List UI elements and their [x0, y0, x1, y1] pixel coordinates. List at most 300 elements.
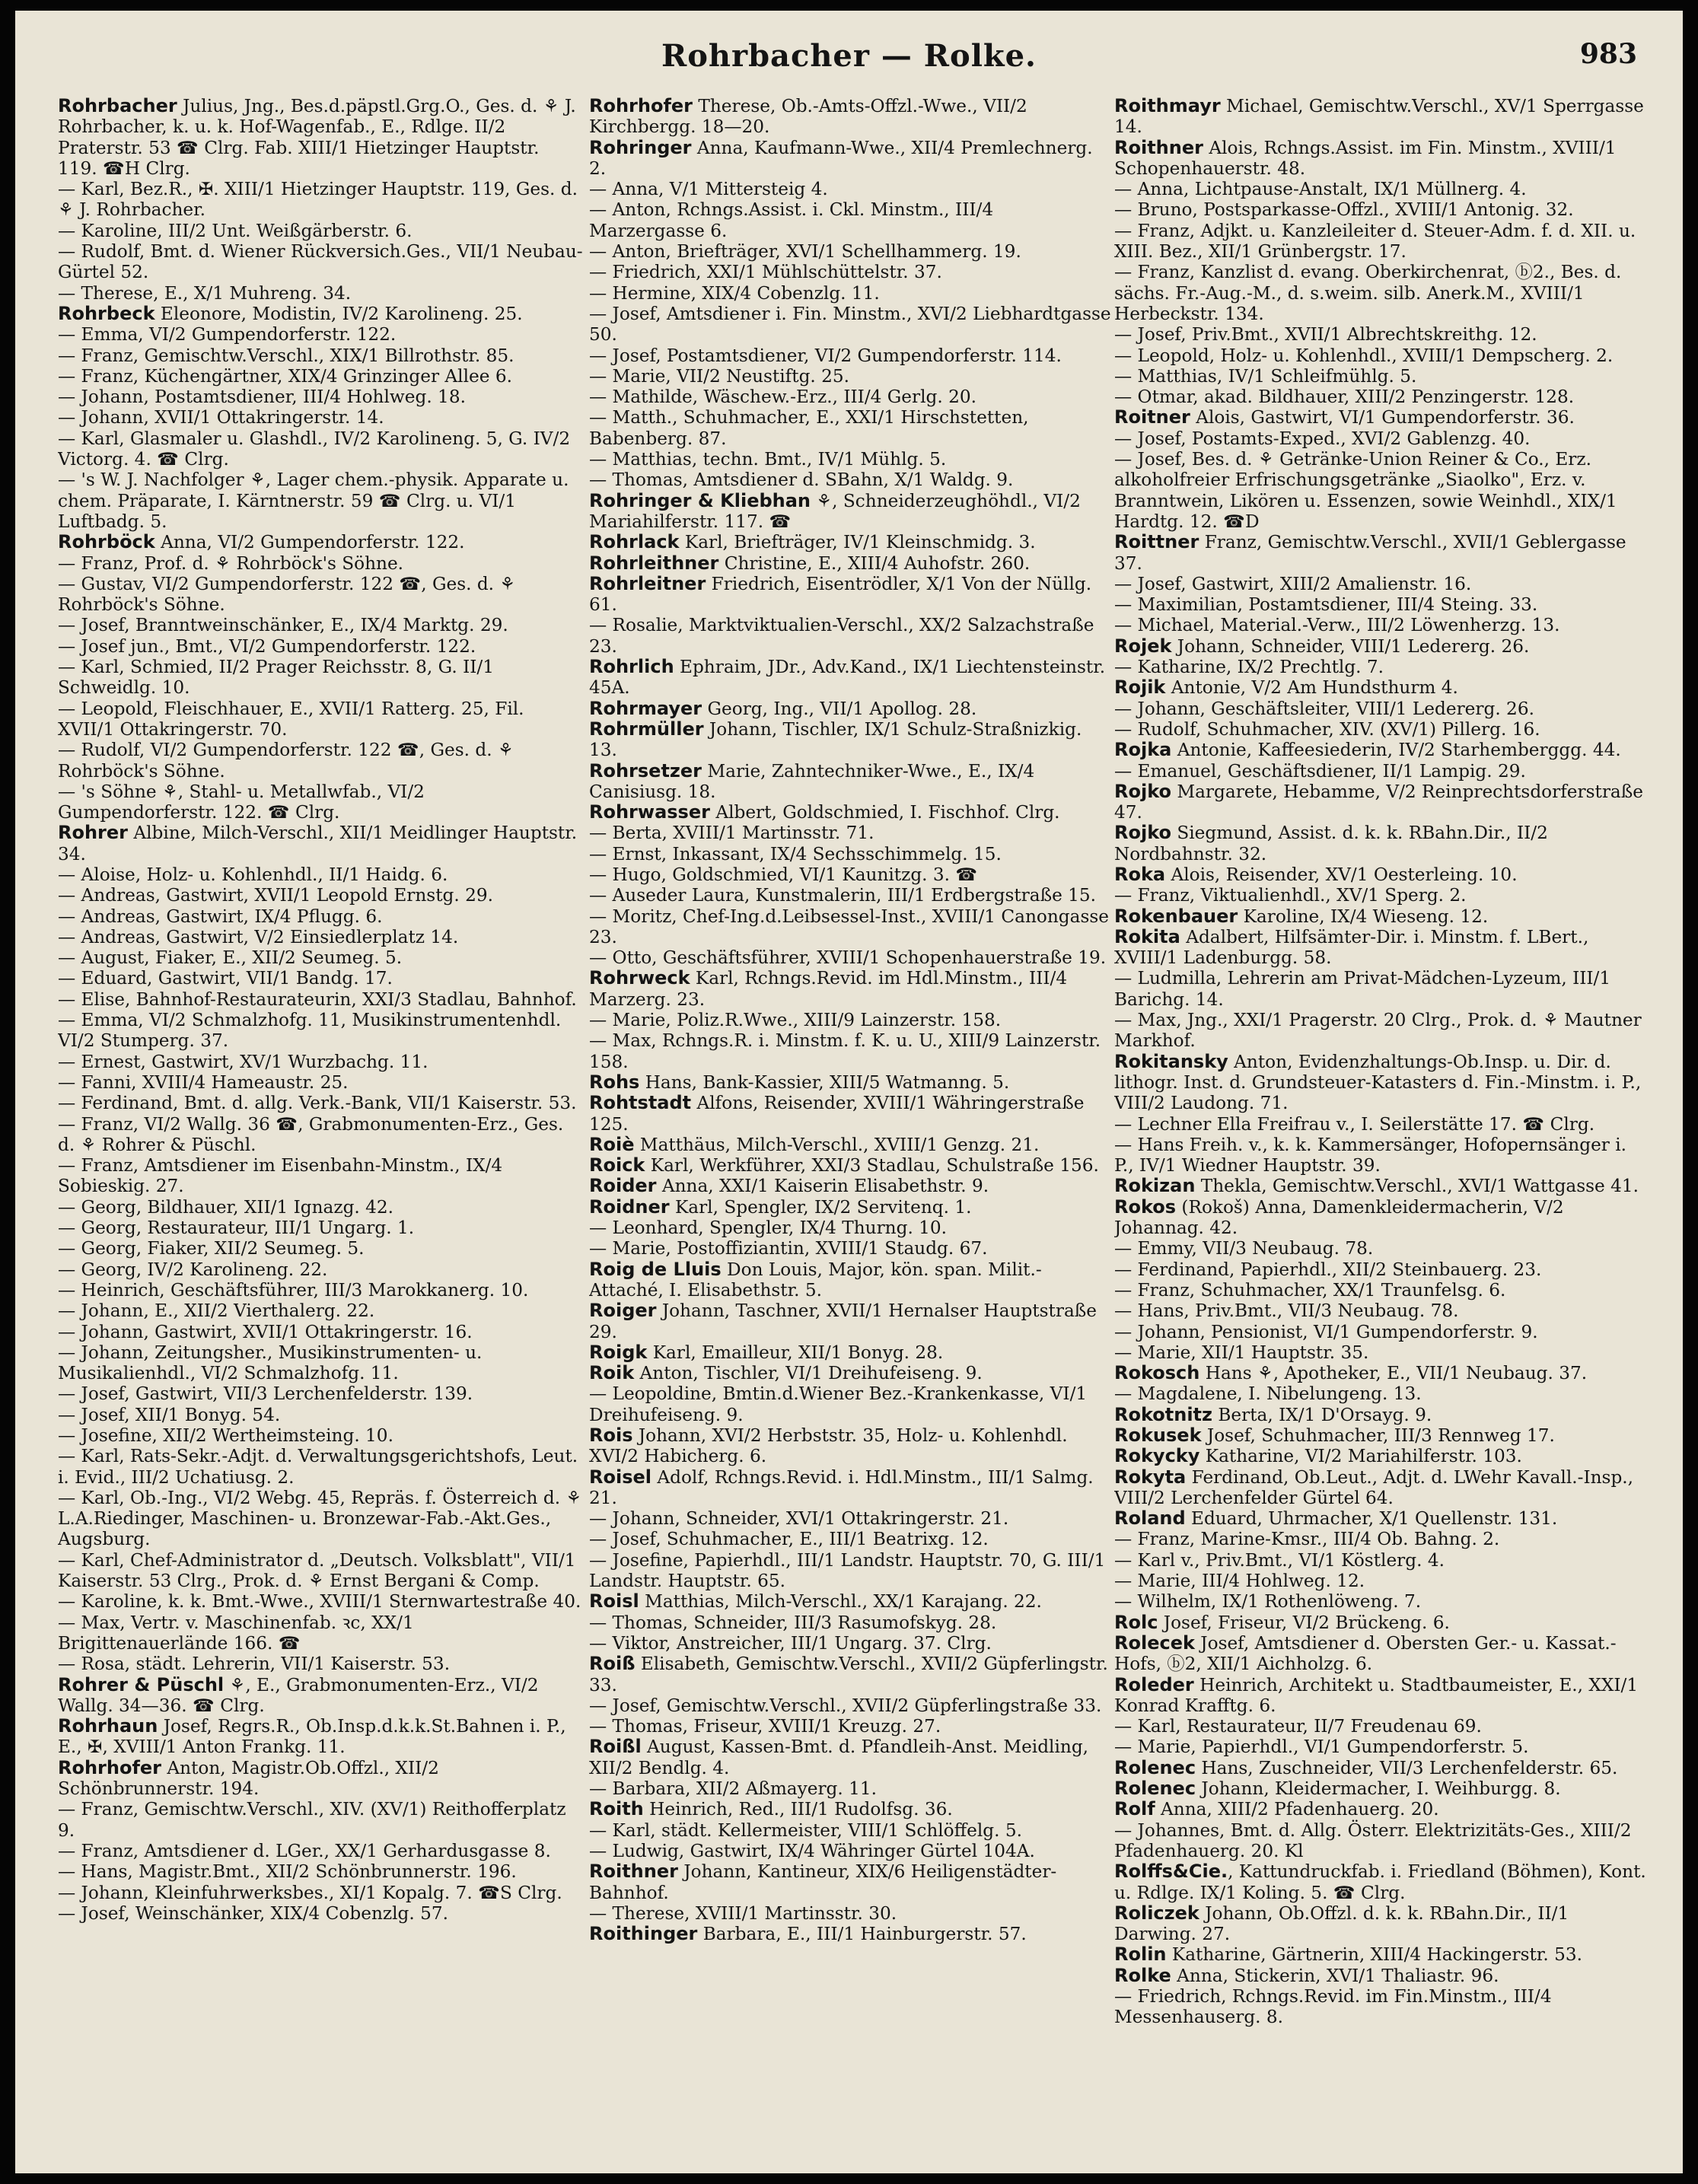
entry-details: — Franz, VI/2 Wallg. 36 ☎, Grabmonumenten-Erz., Ges. d. ⚘ Rohrer & Püschl.	[58, 1113, 564, 1155]
entry-details: — Franz, Amtsdiener d. LGer., XX/1 Gerhardusgasse 8.	[58, 1840, 551, 1861]
entry-surname: Rolke	[1114, 1964, 1171, 1986]
entry-surname: Rois	[589, 1425, 633, 1446]
entry-surname: Rohs	[589, 1071, 640, 1093]
directory-entry	[589, 1425, 1114, 1467]
directory-entry	[589, 885, 1114, 906]
entry-details: — Josef, Schuhmacher, E., III/1 Beatrixg. 12.	[589, 1529, 989, 1550]
directory-entry	[1114, 1716, 1647, 1737]
entry-details: — Elise, Bahnhof-Restaurateurin, XXI/3 Stadlau, Bahnhof.	[58, 989, 577, 1010]
entry-details: — Hans Freih. v., k. k. Kammersänger, Hofopernsänger i. P., IV/1 Wiedner Hauptstr. 39.	[1114, 1134, 1627, 1176]
directory-entry	[589, 1550, 1114, 1592]
entry-details: Siegmund, Assist. d. k. k. RBahn.Dir., II/2 Nordbahnstr. 32.	[1114, 823, 1548, 864]
entry-surname: Roleder	[1114, 1673, 1194, 1695]
directory-entry	[589, 1197, 1114, 1218]
entry-surname: Roithinger	[589, 1923, 698, 1945]
entry-surname: Roisel	[589, 1466, 651, 1488]
entry-surname: Roittner	[1114, 531, 1199, 553]
directory-entry	[589, 657, 1114, 699]
directory-entry	[58, 1218, 583, 1238]
directory-entry	[1114, 1613, 1647, 1633]
entry-details: Therese, Ob.-Amts-Offzl.-Wwe., VII/2 Kirchbergg. 18—20.	[589, 96, 1027, 138]
entry-details: — Franz, Schuhmacher, XX/1 Traunfelsg. 6.	[1114, 1279, 1506, 1301]
entry-surname: Rojka	[1114, 739, 1172, 761]
entry-details: — Hugo, Goldschmied, VI/1 Kaunitzg. 3. ☎	[589, 864, 978, 885]
entry-surname: Rohringer & Kliebhan	[589, 489, 811, 511]
directory-entry	[1114, 594, 1647, 615]
directory-entry	[58, 324, 583, 345]
directory-entry	[58, 1861, 583, 1882]
entry-details: — Leonhard, Spengler, IX/4 Thurng. 10.	[589, 1218, 948, 1239]
entry-details: Johann, Kantineur, XIX/6 Heiligenstädter-Bahnhof.	[589, 1861, 1057, 1903]
directory-entry	[1114, 1633, 1647, 1675]
directory-entry	[58, 366, 583, 387]
directory-entry	[589, 719, 1114, 761]
directory-page	[15, 11, 1683, 2173]
directory-entry	[1114, 657, 1647, 677]
directory-entry	[1114, 1737, 1647, 1757]
entry-details: — Thomas, Schneider, III/3 Rasumofskyg. 28.	[589, 1612, 997, 1633]
entry-surname: Rokotnitz	[1114, 1403, 1212, 1425]
entry-details: Hans, Zuschneider, VII/3 Lerchenfelderstr. 65.	[1196, 1757, 1618, 1778]
entry-details: Georg, Ing., VII/1 Apollog. 28.	[702, 698, 977, 719]
directory-entry	[58, 1301, 583, 1321]
entry-surname: Rohrhaun	[58, 1715, 158, 1737]
page-title: Rohrbacher — Rolke.	[661, 38, 1037, 74]
entry-details: — Anna, Lichtpause-Anstalt, IX/1 Müllnerg. 4.	[1114, 179, 1527, 200]
directory-entry	[58, 864, 583, 885]
entry-details: Ephraim, JDr., Adv.Kand., IX/1 Liechtensteinstr. 45A.	[589, 657, 1106, 699]
entry-details: (Rokoš) Anna, Damenkleidermacherin, V/2 Johannag. 42.	[1114, 1196, 1564, 1239]
entry-details: — Johann, Zeitungsher., Musikinstrumenten- u. Musikalienhdl., VI/2 Schmalzhofg. 11.	[58, 1342, 483, 1384]
directory-entry	[589, 304, 1114, 345]
directory-entry	[1114, 1446, 1647, 1466]
entry-details: — Georg, Bildhauer, XII/1 Ignazg. 42.	[58, 1196, 394, 1218]
directory-entry	[589, 1301, 1114, 1342]
entry-details: — Marie, III/4 Hohlweg. 12.	[1114, 1571, 1365, 1592]
directory-entry	[58, 906, 583, 927]
entry-details: Matthäus, Milch-Verschl., XVIII/1 Genzg. 21.	[634, 1134, 1040, 1155]
directory-entry	[589, 387, 1114, 407]
entry-details: — Heinrich, Geschäftsführer, III/3 Marokkanerg. 10.	[58, 1279, 529, 1301]
directory-entry	[589, 1176, 1114, 1196]
directory-entry	[58, 968, 583, 989]
entry-surname: Rokita	[1114, 925, 1180, 947]
directory-entry	[1114, 1591, 1647, 1612]
entry-surname: Roith	[589, 1798, 644, 1820]
directory-entry	[589, 1841, 1114, 1861]
entry-surname: Roidner	[589, 1195, 670, 1218]
entry-details: — Johann, Pensionist, VI/1 Gumpendorferstr. 9.	[1114, 1321, 1538, 1342]
directory-entry	[1114, 823, 1647, 864]
directory-entry	[1114, 1383, 1647, 1404]
entry-surname: Rokyta	[1114, 1466, 1187, 1488]
directory-entry	[589, 574, 1114, 616]
entry-details: Alfons, Reisender, XVIII/1 Währingerstraße 125.	[589, 1093, 1085, 1135]
entry-details: Berta, IX/1 D'Orsayg. 9.	[1212, 1404, 1432, 1425]
entry-details: — Franz, Amtsdiener im Eisenbahn-Minstm., IX/4 Sobieskig. 27.	[58, 1155, 503, 1197]
entry-details: — Karoline, III/2 Unt. Weißgärberstr. 6.	[58, 220, 413, 241]
entry-details: , Kattundruckfab. i. Friedland (Böhmen), Kont. u. Rdlge. IX/1 Koling. 5. ☎ Clrg.	[1114, 1861, 1646, 1903]
directory-entry	[58, 1716, 583, 1758]
directory-entry	[1114, 1280, 1647, 1301]
directory-entry	[58, 179, 583, 221]
directory-entry	[58, 657, 583, 699]
directory-entry	[1114, 719, 1647, 740]
entry-details: — Franz, Gemischtw.Verschl., XIX/1 Billrothstr. 85.	[58, 345, 514, 366]
entry-surname: Rohrleitner	[589, 572, 706, 594]
directory-entry	[1114, 906, 1647, 927]
directory-entry	[58, 699, 583, 740]
directory-entry	[589, 1613, 1114, 1633]
directory-entry	[1114, 221, 1647, 263]
directory-entry	[58, 927, 583, 947]
entry-surname: Rohrer	[58, 822, 129, 844]
entry-details: — Johann, Geschäftsleiter, VIII/1 Ledererg. 26.	[1114, 698, 1534, 719]
entry-details: — Karl, Glasmaler u. Glashdl., IV/2 Karolineng. 5, G. IV/2 Victorg. 4. ☎ Clrg.	[58, 428, 571, 470]
entry-details: — Emma, VI/2 Schmalzhofg. 11, Musikinstrumentenhdl. VI/2 Stumperg. 37.	[58, 1010, 562, 1052]
directory-entry	[589, 1529, 1114, 1549]
directory-entry	[1114, 96, 1647, 138]
entry-details: — Josefine, Papierhdl., III/1 Landstr. Hauptstr. 70, G. III/1 Landstr. Hauptstr. 65.	[589, 1549, 1106, 1592]
entry-details: — Andreas, Gastwirt, XVII/1 Leopold Ernstg. 29.	[58, 885, 493, 906]
entry-surname: Rohrweck	[589, 967, 690, 989]
directory-entry	[58, 1322, 583, 1342]
directory-entry	[58, 1675, 583, 1717]
directory-entry	[58, 1446, 583, 1488]
directory-entry	[589, 1778, 1114, 1799]
entry-details: — Magdalene, I. Nibelungeng. 13.	[1114, 1383, 1422, 1405]
column-2	[589, 96, 1114, 2151]
entry-surname: Rohrhofer	[58, 1756, 162, 1778]
entry-details: — Josef, Weinschänker, XIX/4 Cobenzlg. 57.	[58, 1902, 448, 1924]
entry-details: Thekla, Gemischtw.Verschl., XVI/1 Wattgasse 41.	[1195, 1176, 1639, 1197]
directory-entry	[1114, 199, 1647, 220]
directory-entry	[58, 470, 583, 532]
directory-entry	[589, 262, 1114, 282]
directory-entry	[1114, 885, 1647, 906]
entry-details: Heinrich, Architekt u. Stadtbaumeister, E., XXI/1 Konrad Krafftg. 6.	[1114, 1674, 1639, 1716]
directory-entry	[589, 366, 1114, 387]
directory-entry	[58, 1613, 583, 1654]
directory-entry	[1114, 1966, 1647, 1986]
directory-entry	[589, 1695, 1114, 1716]
entry-details: August, Kassen-Bmt. d. Pfandleih-Anst. Meidling, XII/2 Bendlg. 4.	[589, 1737, 1089, 1778]
directory-entry	[1114, 1861, 1647, 1903]
directory-entry	[1114, 1529, 1647, 1549]
entry-details: Alois, Rchngs.Assist. im Fin. Minstm., XVIII/1 Schopenhauerstr. 48.	[1114, 137, 1617, 179]
directory-entry	[589, 1010, 1114, 1030]
entry-details: Albine, Milch-Verschl., XII/1 Meidlinger Hauptstr. 34.	[58, 823, 578, 864]
directory-entry	[1114, 1405, 1647, 1425]
directory-entry	[589, 1238, 1114, 1259]
entry-details: Albert, Goldschmied, I. Fischhof. Clrg.	[709, 802, 1060, 823]
entry-details: — Josef, Bes. d. ⚘ Getränke-Union Reiner & Co., Erz. alkoholfreier Erfrischungsgetränke „Siaolko", Erz. v. Branntwein, Likören u. Essenzen, sowie Weinhdl., XIX/1 Hardtg. 12. ☎D	[1114, 449, 1617, 532]
entry-surname: Rokitansky	[1114, 1050, 1228, 1072]
entry-details: Barbara, E., III/1 Hainburgerstr. 57.	[697, 1924, 1027, 1945]
directory-entry	[1114, 615, 1647, 635]
entry-details: — Hans, Magistr.Bmt., XII/2 Schönbrunnerstr. 196.	[58, 1861, 517, 1883]
entry-surname: Roider	[589, 1175, 657, 1197]
entry-details: — Josef, Gastwirt, XIII/2 Amalienstr. 16.	[1114, 573, 1472, 594]
directory-entry	[589, 1093, 1114, 1135]
entry-details: Johann, XVI/2 Herbststr. 35, Holz- u. Kohlenhdl. XVI/2 Habicherg. 6.	[589, 1425, 1068, 1467]
directory-entry	[1114, 1778, 1647, 1799]
entry-details: — Ferdinand, Bmt. d. allg. Verk.-Bank, VII/1 Kaiserstr. 53.	[58, 1093, 577, 1114]
directory-entry	[589, 761, 1114, 803]
entry-surname: Rohrwasser	[589, 801, 710, 823]
directory-entry	[1114, 1322, 1647, 1342]
entry-details: — Johann, XVII/1 Ottakringerstr. 14.	[58, 407, 384, 428]
entry-details: — Thomas, Friseur, XVIII/1 Kreuzg. 27.	[589, 1716, 941, 1737]
directory-entry	[589, 1363, 1114, 1383]
entry-surname: Rolecek	[1114, 1632, 1195, 1654]
entry-details: — Katharine, IX/2 Prechtlg. 7.	[1114, 657, 1384, 678]
entry-surname: Roitner	[1114, 406, 1190, 428]
directory-entry	[58, 1903, 583, 1924]
entry-details: — Marie, Postoffiziantin, XVIII/1 Staudg. 67.	[589, 1238, 988, 1259]
entry-details: — Franz, Gemischtw.Verschl., XIV. (XV/1) Reithofferplatz 9.	[58, 1799, 566, 1841]
entry-surname: Roka	[1114, 863, 1166, 885]
directory-entry	[58, 574, 583, 616]
entry-details: Karl, Emailleur, XII/1 Bonyg. 28.	[647, 1342, 944, 1363]
entry-details: ⚘, Schneiderzeughöhdl., VI/2 Mariahilferstr. 117. ☎	[589, 490, 1081, 532]
directory-entry	[589, 802, 1114, 823]
entry-details: — Franz, Marine-Kmsr., III/4 Ob. Bahng. 2.	[1114, 1529, 1500, 1550]
entry-details: — Ludwig, Gastwirt, IX/4 Währinger Gürtel 104A.	[589, 1840, 1035, 1861]
directory-entry	[58, 636, 583, 657]
directory-entry	[1114, 345, 1647, 366]
directory-entry	[58, 1654, 583, 1674]
entry-details: Josef, Regrs.R., Ob.Insp.d.k.k.St.Bahnen i. P., E., ✠, XVIII/1 Anton Frankg. 11.	[58, 1716, 566, 1758]
entry-details: Anton, Magistr.Ob.Offzl., XII/2 Schönbrunnerstr. 194.	[58, 1757, 439, 1800]
entry-surname: Rojek	[1114, 635, 1172, 657]
directory-entry	[589, 1467, 1114, 1509]
entry-details: Karoline, IX/4 Wieseng. 12.	[1238, 906, 1489, 927]
entry-details: — 's Söhne ⚘, Stahl- u. Metallwfab., VI/2 Gumpendorferstr. 122. ☎ Clrg.	[58, 781, 425, 823]
entry-details: — Josef, Postamts-Exped., XVI/2 Gablenzg. 40.	[1114, 428, 1531, 449]
directory-entry	[589, 449, 1114, 470]
entry-details: — Franz, Küchengärtner, XIX/4 Grinzinger Allee 6.	[58, 365, 512, 387]
entry-details: Johann, Ob.Offzl. d. k. k. RBahn.Dir., II/1 Darwing. 27.	[1114, 1902, 1569, 1945]
entry-surname: Rolffs&Cie.	[1114, 1861, 1228, 1883]
directory-entry	[589, 1072, 1114, 1093]
entry-surname: Roigk	[589, 1341, 648, 1363]
entry-surname: Rojko	[1114, 822, 1171, 844]
column-1	[58, 96, 583, 2151]
entry-details: — Georg, IV/2 Karolineng. 22.	[58, 1259, 328, 1280]
entry-details: — August, Fiaker, E., XII/2 Seumeg. 5.	[58, 947, 403, 969]
entry-details: — Karl, Bez.R., ✠. XIII/1 Hietzinger Hauptstr. 119, Ges. d. ⚘ J. Rohrbacher.	[58, 179, 578, 221]
directory-entry	[58, 1841, 583, 1861]
directory-entry	[1114, 407, 1647, 428]
entry-details: — Emma, VI/2 Gumpendorferstr. 122.	[58, 324, 397, 345]
entry-surname: Rojko	[1114, 780, 1171, 802]
directory-entry	[58, 823, 583, 864]
directory-entry	[58, 989, 583, 1010]
entry-details: — Johann, Postamtsdiener, III/4 Hohlweg. 18.	[58, 387, 466, 408]
directory-entry	[1114, 1758, 1647, 1778]
entry-details: Christine, E., XIII/4 Auhofstr. 260.	[718, 552, 1031, 574]
entry-details: — Max, Vertr. v. Maschinenfab. ꝛc, XX/1 Brigittenauerlände 166. ☎	[58, 1612, 414, 1654]
entry-details: Franz, Gemischtw.Verschl., XVII/1 Geblergasse 37.	[1114, 532, 1626, 574]
entry-details: — Leopoldine, Bmtin.d.Wiener Bez.-Krankenkasse, VI/1 Dreihufeiseng. 9.	[589, 1383, 1088, 1425]
entry-details: — Otto, Geschäftsführer, XVIII/1 Schopenhauerstraße 19.	[589, 947, 1107, 969]
directory-entry	[58, 96, 583, 179]
directory-entry	[1114, 761, 1647, 782]
entry-details: Anna, Stickerin, XVI/1 Thaliastr. 96.	[1171, 1965, 1499, 1986]
entry-details: — Franz, Prof. d. ⚘ Rohrböck's Söhne.	[58, 552, 404, 574]
entry-details: Johann, Tischler, IX/1 Schulz-Straßnizkig. 13.	[589, 718, 1082, 761]
entry-surname: Rojik	[1114, 677, 1166, 699]
entry-surname: Rokusek	[1114, 1425, 1202, 1446]
directory-entry	[1114, 1799, 1647, 1819]
directory-entry	[589, 470, 1114, 490]
directory-entry	[1114, 636, 1647, 657]
entry-details: — Eduard, Gastwirt, VII/1 Bandg. 17.	[58, 968, 393, 989]
entry-details: — Anton, Briefträger, XVI/1 Schellhammerg. 19.	[589, 241, 1021, 263]
directory-entry	[589, 1591, 1114, 1612]
entry-details: Josef, Friseur, VI/2 Brückeng. 6.	[1158, 1612, 1450, 1633]
entry-details: — Johann, Gastwirt, XVII/1 Ottakringerstr. 16.	[58, 1321, 473, 1342]
directory-entry	[589, 1135, 1114, 1155]
entry-details: — Otmar, akad. Bildhauer, XIII/2 Penzingerstr. 128.	[1114, 387, 1575, 408]
directory-entry	[58, 283, 583, 304]
entry-surname: Roik	[589, 1362, 635, 1384]
entry-surname: Rohrmüller	[589, 718, 704, 740]
entry-details: Margarete, Hebamme, V/2 Reinprechtsdorferstraße 47.	[1114, 781, 1643, 823]
directory-entry	[589, 553, 1114, 574]
entry-details: Karl, Rchngs.Revid. im Hdl.Minstm., III/4 Marzerg. 23.	[589, 968, 1068, 1010]
entry-details: Karl, Spengler, IX/2 Servitenq. 1.	[669, 1196, 972, 1218]
directory-entry	[589, 968, 1114, 1010]
entry-details: Eleonore, Modistin, IV/2 Karolineng. 25.	[155, 303, 523, 324]
entry-surname: Rokosch	[1114, 1362, 1200, 1384]
directory-entry	[58, 947, 583, 968]
entry-details: Adolf, Rchngs.Revid. i. Hdl.Minstm., III/1 Salmg. 21.	[589, 1466, 1094, 1508]
entry-details: ⚘, E., Grabmonumenten-Erz., VI/2 Wallg. 34—36. ☎ Clrg.	[58, 1674, 539, 1716]
directory-entry	[1114, 782, 1647, 823]
entry-details: — Gustav, VI/2 Gumpendorferstr. 122 ☎, Ges. d. ⚘ Rohrböck's Söhne.	[58, 573, 516, 616]
directory-entry	[58, 1550, 583, 1592]
entry-details: — Josef, Gastwirt, VII/3 Lerchenfelderstr. 139.	[58, 1383, 473, 1405]
entry-details: — Fanni, XVIII/4 Hameaustr. 25.	[58, 1071, 349, 1093]
entry-surname: Roick	[589, 1154, 645, 1176]
entry-details: — Rudolf, Schuhmacher, XIV. (XV/1) Pillerg. 16.	[1114, 718, 1540, 740]
entry-details: — Marie, VII/2 Neustiftg. 25.	[589, 365, 850, 387]
directory-entry	[58, 345, 583, 366]
directory-entry	[1114, 1550, 1647, 1571]
directory-entry	[58, 1758, 583, 1800]
entry-details: — Max, Jng., XXI/1 Pragerstr. 20 Clrg., Prok. d. ⚘ Mautner Markhof.	[1114, 1010, 1642, 1052]
entry-details: Johann, Schneider, VIII/1 Ledererg. 26.	[1171, 635, 1530, 657]
directory-entry	[589, 1799, 1114, 1819]
directory-entry	[58, 304, 583, 324]
entry-details: — Franz, Kanzlist d. evang. Oberkirchenrat, ⓑ2., Bes. d. sächs. Fr.-Aug.-M., d. s.weim. silb. Anerk.M., XVIII/1 Herbeckstr. 134.	[1114, 262, 1622, 324]
entry-surname: Rohringer	[589, 136, 692, 158]
entry-surname: Roiè	[589, 1133, 635, 1155]
entry-surname: Rolenec	[1114, 1778, 1196, 1800]
entry-details: — Franz, Adjkt. u. Kanzleileiter d. Steuer-Adm. f. d. XII. u. XIII. Bez., XII/1 Grünbergstr. 17.	[1114, 220, 1636, 263]
entry-details: Michael, Gemischtw.Verschl., XV/1 Sperrgasse 14.	[1114, 96, 1644, 138]
entry-details: Josef, Schuhmacher, III/3 Rennweg 17.	[1201, 1425, 1555, 1446]
entry-details: — Rosa, städt. Lehrerin, VII/1 Kaiserstr. 53.	[58, 1654, 451, 1675]
entry-details: — Emanuel, Geschäftsdiener, II/1 Lampig. 29.	[1114, 760, 1526, 782]
directory-entry	[589, 1716, 1114, 1737]
entry-details: Anna, XIII/2 Pfadenhauerg. 20.	[1155, 1799, 1439, 1820]
entry-details: Katharine, VI/2 Mariahilferstr. 103.	[1199, 1446, 1522, 1467]
directory-entry	[58, 782, 583, 823]
directory-entry	[58, 532, 583, 552]
entry-details: — Moritz, Chef-Ing.d.Leibsessel-Inst., XVIII/1 Canongasse 23.	[589, 906, 1109, 947]
entry-surname: Rohrer & Püschl	[58, 1673, 225, 1695]
entry-surname: Rohtstadt	[589, 1092, 692, 1114]
entry-details: Anna, Kaufmann-Wwe., XII/4 Premlechnerg. 2.	[589, 137, 1093, 179]
directory-entry	[1114, 1238, 1647, 1259]
directory-entry	[1114, 1363, 1647, 1383]
entry-details: Friedrich, Eisentrödler, X/1 Von der Nüllg. 61.	[589, 573, 1092, 616]
directory-entry	[58, 1072, 583, 1093]
entry-details: Don Louis, Major, kön. span. Milit.-Attaché, I. Elisabethstr. 5.	[589, 1259, 1042, 1301]
entry-surname: Roiger	[589, 1300, 657, 1322]
directory-entry	[589, 1654, 1114, 1695]
entry-surname: Rokizan	[1114, 1175, 1196, 1197]
entry-details: — Auseder Laura, Kunstmalerin, III/1 Erdbergstraße 15.	[589, 885, 1097, 906]
entry-details: Katharine, Gärtnerin, XIII/4 Hackingerstr. 53.	[1166, 1944, 1582, 1966]
directory-entry	[589, 96, 1114, 138]
entry-surname: Roithmayr	[1114, 96, 1221, 116]
entry-details: — Hermine, XIX/4 Cobenzlg. 11.	[589, 282, 880, 304]
entry-details: — Karl, städt. Kellermeister, VIII/1 Schlöffelg. 5.	[589, 1819, 1022, 1841]
entry-details: — Karl, Schmied, II/2 Prager Reichsstr. 8, G. II/1 Schweidlg. 10.	[58, 657, 494, 699]
entry-details: — Thomas, Amtsdiener d. SBahn, X/1 Waldg. 9.	[589, 470, 1014, 491]
directory-entry	[1114, 1301, 1647, 1321]
directory-entry	[58, 1280, 583, 1301]
entry-details: Ferdinand, Ob.Leut., Adjt. d. LWehr Kavall.-Insp., VIII/2 Lerchenfelder Gürtel 64.	[1114, 1466, 1634, 1508]
entry-details: Anna, XXI/1 Kaiserin Elisabethstr. 9.	[656, 1176, 989, 1197]
directory-entry	[1114, 1467, 1647, 1509]
directory-entry	[1114, 574, 1647, 594]
entry-details: Julius, Jng., Bes.d.päpstl.Grg.O., Ges. d. ⚘ J. Rohrbacher, k. u. k. Hof-Wagenfab., E., Rdlge. II/2 Praterstr. 53 ☎ Clrg. Fab. XIII/1 Hietzinger Hauptstr. 119. ☎H Clrg.	[58, 96, 576, 179]
directory-entry	[589, 1737, 1114, 1778]
entry-details: — Karoline, k. k. Bmt.-Wwe., XVIII/1 Sternwartestraße 40.	[58, 1591, 581, 1613]
directory-entry	[58, 1425, 583, 1446]
entry-surname: Rohrleithner	[589, 552, 719, 574]
directory-entry	[58, 1488, 583, 1550]
directory-entry	[58, 1799, 583, 1841]
directory-entry	[1114, 179, 1647, 199]
directory-entry	[1114, 532, 1647, 574]
entry-details: — Andreas, Gastwirt, IX/4 Pflugg. 6.	[58, 906, 383, 927]
entry-details: Karl, Werkführer, XXI/3 Stadlau, Schulstraße 156.	[645, 1155, 1099, 1176]
entry-details: — Wilhelm, IX/1 Rothenlöweng. 7.	[1114, 1591, 1422, 1613]
directory-entry	[589, 864, 1114, 885]
entry-details: — Matthias, IV/1 Schleifmühlg. 5.	[1114, 365, 1417, 387]
directory-entry	[1114, 324, 1647, 345]
entry-details: — Leopold, Holz- u. Kohlenhdl., XVIII/1 Dempscherg. 2.	[1114, 345, 1614, 366]
directory-entry	[589, 345, 1114, 366]
directory-entry	[589, 283, 1114, 304]
directory-entry	[589, 138, 1114, 180]
entry-surname: Roithner	[589, 1861, 678, 1883]
entry-surname: Rohrlack	[589, 531, 680, 553]
entry-details: — Marie, Poliz.R.Wwe., XIII/9 Lainzerstr. 158.	[589, 1010, 1002, 1031]
entry-details: — Michael, Material.-Verw., III/2 Löwenherzg. 13.	[1114, 615, 1560, 636]
page-number: 983	[1579, 38, 1637, 70]
entry-details: — Ferdinand, Papierhdl., XII/2 Steinbauerg. 23.	[1114, 1259, 1542, 1280]
entry-details: — Leopold, Fleischhauer, E., XVII/1 Ratterg. 25, Fil. XVII/1 Ottakringerstr. 70.	[58, 698, 524, 740]
entry-details: — Johannes, Bmt. d. Allg. Österr. Elektrizitäts-Ges., XIII/2 Pfadenhauerg. 20. Kl	[1114, 1819, 1632, 1861]
directory-entry	[58, 740, 583, 782]
